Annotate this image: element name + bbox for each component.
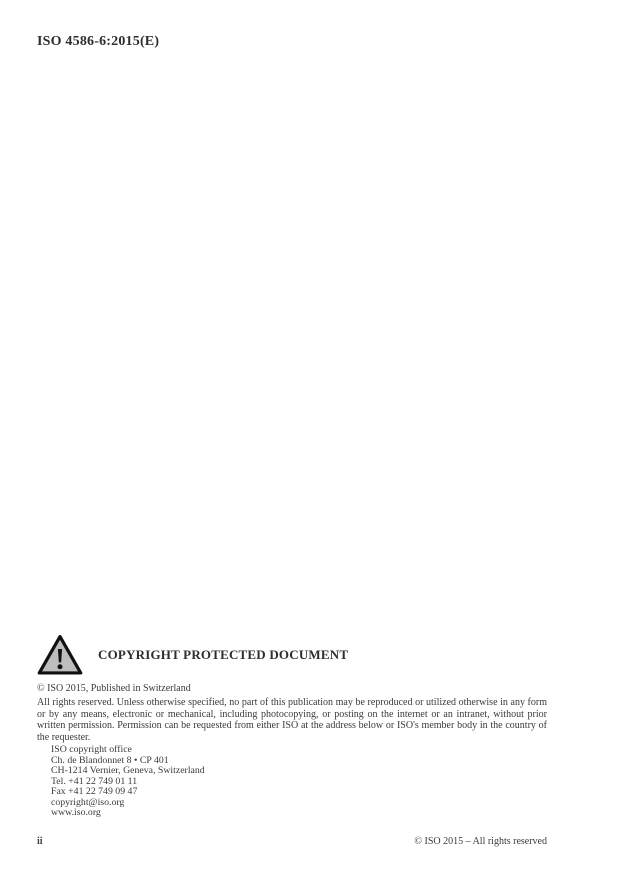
page-footer (37, 836, 547, 847)
copyright-banner (37, 632, 547, 678)
address-line-street: Ch. de Blandonnet 8 • CP 401 (51, 754, 169, 766)
document-reference: ISO 4586-6:2015(E) (37, 34, 160, 49)
address-line-office: ISO copyright office (51, 744, 132, 755)
copyright-heading: COPYRIGHT PROTECTED DOCUMENT (98, 647, 349, 662)
published-line: © ISO 2015, Published in Switzerland (37, 683, 191, 694)
rights-paragraph: All rights reserved. Unless otherwise specified, no part of this publication may be reproduced or utilized otherwise in any form or by any means, electronic or mechanical, including photocopying, or posting on the internet or an intranet, without prior written permission. Permission can be requested from either ISO at the address below or ISO's member body in the country of the requester. (37, 697, 547, 743)
address-line-tel: Tel. +41 22 749 01 11 (51, 775, 138, 787)
address-line-website: www.iso.org (51, 807, 101, 818)
address-line-fax: Fax +41 22 749 09 47 (51, 786, 138, 797)
warning-triangle-icon (37, 632, 83, 678)
address-line-city: CH-1214 Vernier, Geneva, Switzerland (51, 765, 205, 776)
page-number: ii (37, 836, 43, 847)
address-block (51, 745, 205, 819)
footer-copyright-notice: © ISO 2015 – All rights reserved (414, 836, 547, 847)
exclamation-dot (57, 664, 62, 669)
address-line-email: copyright@iso.org (51, 796, 125, 808)
